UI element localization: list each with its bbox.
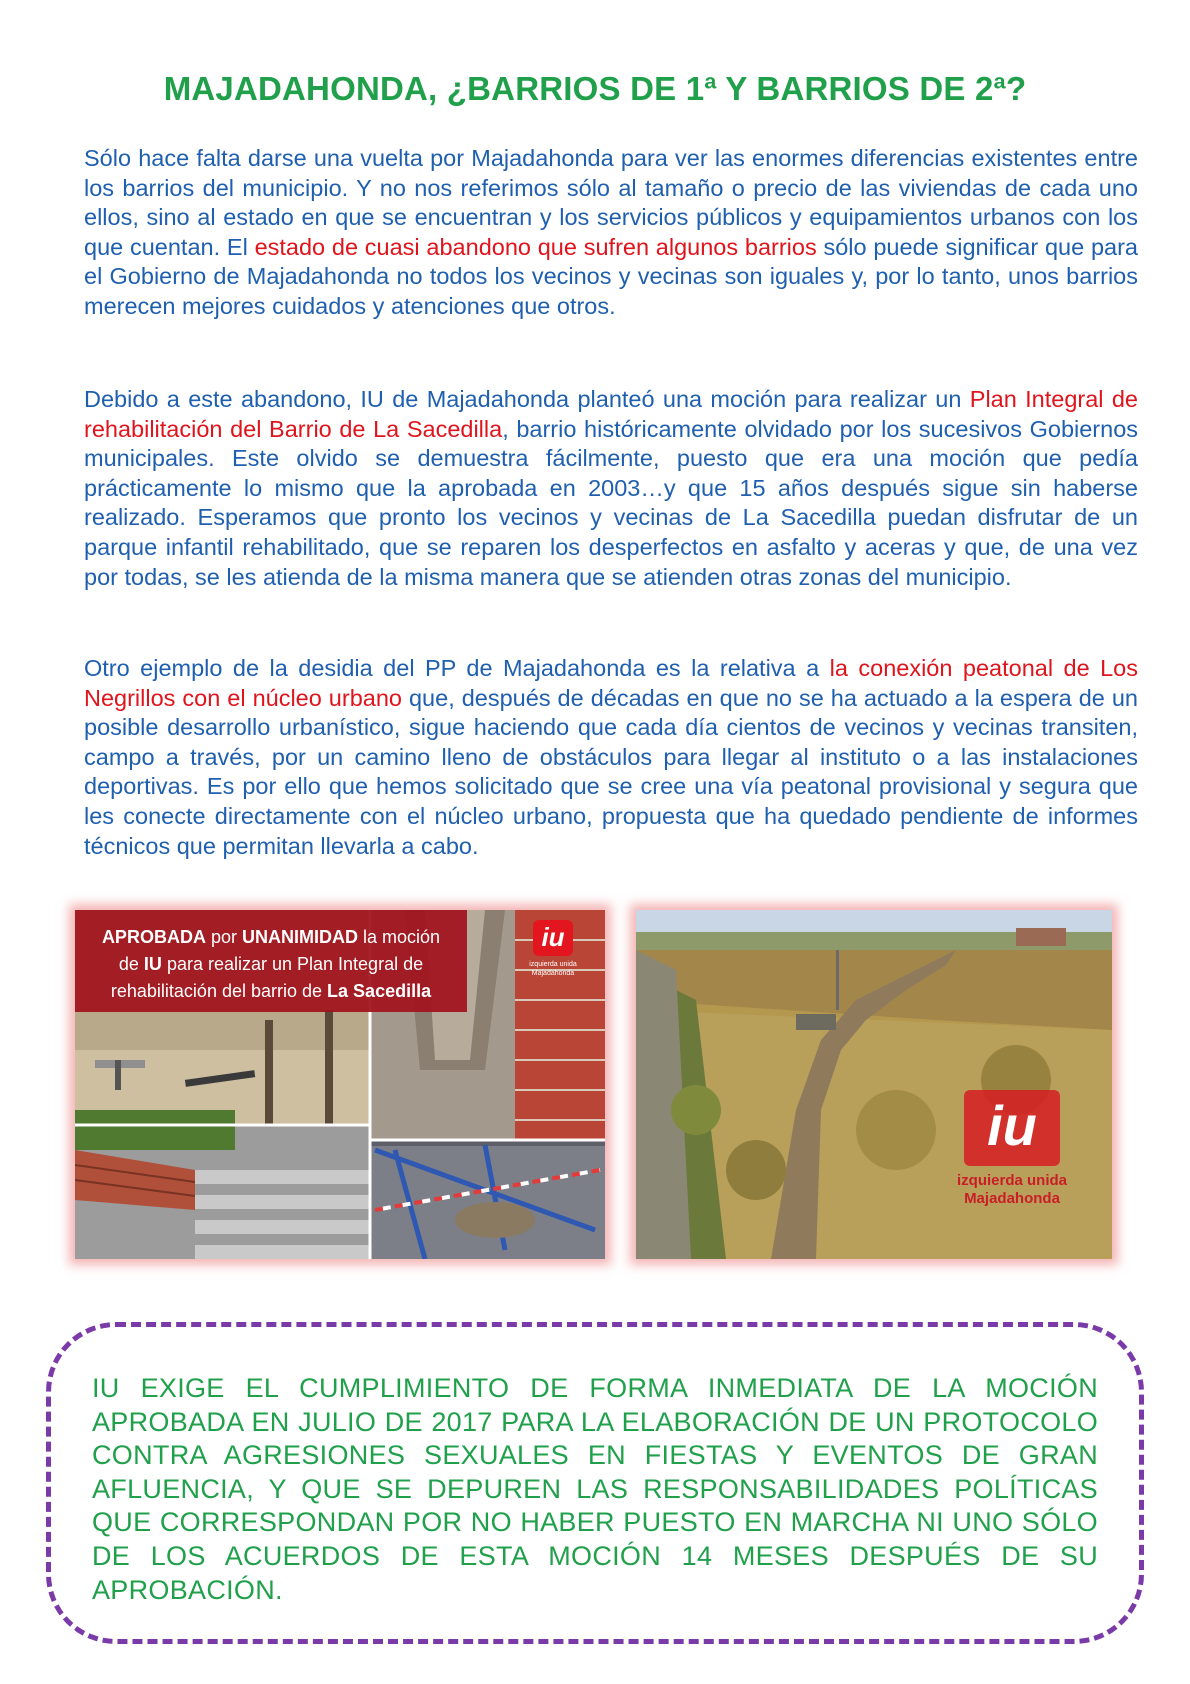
iu-logo-icon: iu [964,1090,1060,1166]
paragraph-text: Debido a este abandono, IU de Majadahonda planteó una moción para realizar un [84,386,970,412]
paragraph-highlight: la conexión peatonal de Los Negrillos con el núcleo urbano [84,655,1139,711]
banner-word: la moción [363,927,441,947]
banner-word: rehabilitación del barrio de [110,981,323,1001]
iu-logo-icon: iu [533,920,573,956]
banner-word: UNANIMIDAD [242,927,358,947]
paragraph-text: Sólo hace falta darse una vuelta por Majadahonda para ver las enormes diferencias existentes entre los barrios del municipio. Y no nos referimos sólo al tamaño o precio de las viviendas de cada uno ellos, sino al estado en que se encuentran y los servicios públicos y equipamientos urbanos con los que cuentan. El [84,145,1138,260]
logo-line: izquierda unida [956,1172,1067,1189]
banner-word: para realizar un Plan Integral de [166,954,424,974]
banner-word: La Sacedilla [327,981,432,1001]
banner-word: de [118,954,139,974]
paragraph-highlight: estado de cuasi abandono que sufren algunos barrios [254,233,817,260]
paragraph-text: sólo puede significar que para el Gobierno de Majadahonda no todos los vecinos y vecinas son iguales y, por lo tanto, unos barrios merecen mejores cuidados y atenciones que otros. [84,233,1138,319]
logo-line: Majadahonda [964,1190,1060,1207]
iu-logo-caption [936,1172,1088,1208]
page-title: MAJADAHONDA, ¿BARRIOS DE 1ª Y BARRIOS DE 2ª? [163,70,1027,107]
banner-word: por [210,927,237,947]
banner-word: APROBADA [101,927,206,947]
banner-word: IU [143,954,162,974]
approval-banner [75,910,467,1012]
paragraph-barrios [84,144,1138,322]
negrillos-path-photo [636,910,1112,1259]
logo-line: Majadahonda [531,970,575,977]
sacedilla-photo-collage [75,910,605,1259]
demand-callout-text: IU EXIGE EL CUMPLIMIENTO DE FORMA INMEDIATA DE LA MOCIÓN APROBADA EN JULIO DE 2017 PARA LA ELABORACIÓN DE UN PROTOCOLO CONTRA AGRESIONES SEXUALES EN FIESTAS Y EVENTOS DE GRAN AFLUENCIA, Y QUE SE DEPUREN LAS RESPONSABILIDADES POLÍTICAS QUE CORRESPONDAN POR NO HABER PUESTO EN MARCHA NI UNO SÓLO DE LOS ACUERDOS DE ESTA MOCIÓN 14 MESES DESPUÉS DE SU APROBACIÓN. [92,1373,1098,1605]
paragraph-sacedilla [84,385,1138,592]
paragraph-text: , barrio históricamente olvidado por los sucesivos Gobiernos municipales. Este olvido se demuestra fácilmente, puesto que era una moción que pedía prácticamente lo mismo que la aprobada en 2003…y que 15 años después sigue sin haberse realizado. Esperamos que pronto los vecinos y vecinas de La Sacedilla puedan disfrutar de un parque infantil rehabilitado, que se reparen los desperfectos en asfalto y aceras y que, de una vez por todas, se les atienda de la misma manera que se atienden otras zonas del municipio. [84,415,1139,590]
logo-line: izquierda unida [529,961,577,968]
paragraph-negrillos [84,654,1138,861]
iu-logo-caption [515,960,591,978]
paragraph-text: que, después de décadas en que no se ha actuado a la espera de un posible desarrollo urbanístico, sigue haciendo que cada día cientos de vecinos y vecinas transiten, campo a través, por un camino lleno de obstáculos para llegar al instituto o a las instalaciones deportivas. Es por ello que hemos solicitado que se cree una vía peatonal provisional y segura que les conecte directamente con el núcleo urbano, propuesta que ha quedado pendiente de informes técnicos que permitan llevarla a cabo. [84,684,1139,859]
paragraph-text: Otro ejemplo de la desidia del PP de Majadahonda es la relativa a [84,655,830,681]
paragraph-highlight: Plan Integral de rehabilitación del Barrio de La Sacedilla [84,386,1138,442]
